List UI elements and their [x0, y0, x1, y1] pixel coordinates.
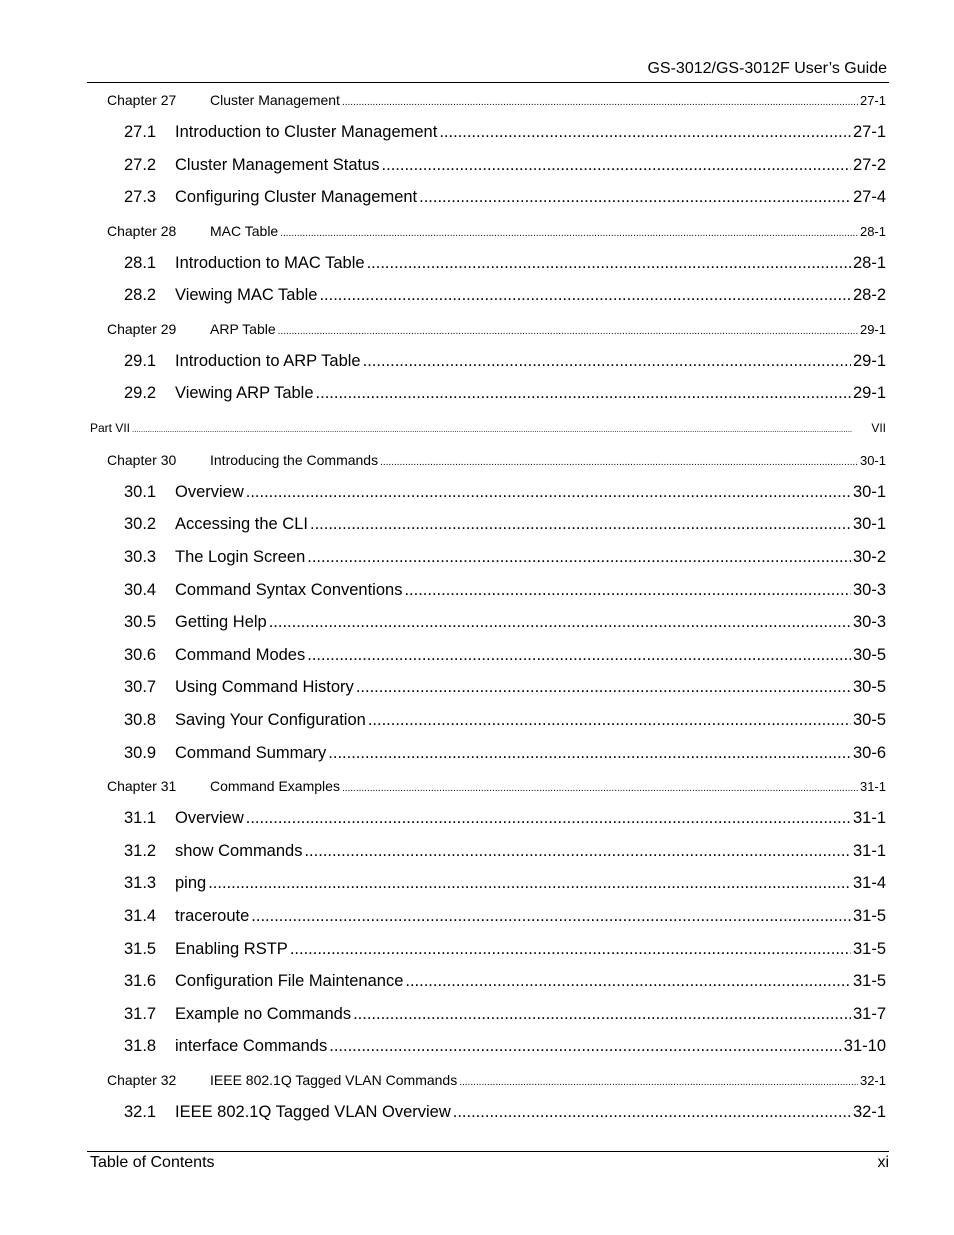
chapter-title: MAC Table: [210, 223, 279, 239]
toc-section-entry[interactable]: [124, 1103, 886, 1125]
dot-leader: [380, 457, 858, 468]
toc-section-entry[interactable]: [124, 1037, 886, 1059]
dot-leader: [310, 515, 851, 534]
dot-leader: [342, 97, 858, 108]
toc-section-entry[interactable]: [124, 809, 886, 831]
page-number: 30-5: [852, 711, 886, 729]
section-number: 31.6: [124, 972, 157, 990]
section-number: 27.2: [124, 156, 157, 174]
dot-leader: [459, 1077, 858, 1088]
toc-section-entry[interactable]: [124, 156, 886, 178]
page-number: 30-1: [852, 515, 886, 533]
section-number: 29.1: [124, 352, 157, 370]
page-number: 30-6: [852, 744, 886, 762]
section-title: Command Syntax Conventions: [175, 581, 403, 599]
toc-section-entry[interactable]: [124, 874, 886, 896]
page-number: 31-4: [852, 874, 886, 892]
dot-leader: [269, 613, 851, 632]
dot-leader: [278, 326, 858, 337]
page-number: VII: [871, 421, 886, 435]
section-title: Accessing the CLI: [175, 515, 308, 533]
section-number: 30.3: [124, 548, 157, 566]
section-title: Configuring Cluster Management: [175, 188, 418, 206]
section-title: Overview: [175, 809, 244, 827]
toc-chapter-entry[interactable]: [107, 1072, 886, 1090]
page-number: 30-5: [852, 678, 886, 696]
section-number: 27.3: [124, 188, 157, 206]
dot-leader: [342, 783, 858, 794]
section-title: Introduction to MAC Table: [175, 254, 365, 272]
toc-section-entry[interactable]: [124, 646, 886, 668]
header-rule: [87, 82, 889, 83]
toc-section-entry[interactable]: [124, 286, 886, 308]
toc-section-entry[interactable]: [124, 581, 886, 603]
page-number: 31-1: [852, 809, 886, 827]
page-number: 28-2: [852, 286, 886, 304]
page-number: 31-1: [852, 842, 886, 860]
dot-leader: [307, 548, 851, 567]
section-number: 31.4: [124, 907, 157, 925]
section-number: 28.1: [124, 254, 157, 272]
section-title: Cluster Management Status: [175, 156, 380, 174]
section-title: Introduction to Cluster Management: [175, 123, 438, 141]
page-number: 30-1: [852, 483, 886, 501]
chapter-title: IEEE 802.1Q Tagged VLAN Commands: [210, 1072, 458, 1088]
toc-section-entry[interactable]: [124, 352, 886, 374]
toc-section-entry[interactable]: [124, 678, 886, 700]
chapter-label: Chapter 28: [107, 223, 177, 239]
section-number: 30.8: [124, 711, 157, 729]
footer-section-name: Table of Contents: [90, 1154, 215, 1171]
section-number: 28.2: [124, 286, 157, 304]
section-title: Viewing MAC Table: [175, 286, 318, 304]
dot-leader: [307, 646, 851, 665]
section-number: 30.1: [124, 483, 157, 501]
section-title: Example no Commands: [175, 1005, 352, 1023]
dot-leader: [280, 228, 858, 239]
dot-leader: [353, 1005, 851, 1024]
dot-leader: [329, 1037, 842, 1056]
toc-chapter-entry[interactable]: [107, 778, 886, 796]
page-number: 30-5: [852, 646, 886, 664]
page-number: 30-2: [852, 548, 886, 566]
footer-page-number: xi: [877, 1154, 889, 1171]
section-title: Configuration File Maintenance: [175, 972, 404, 990]
chapter-title: Cluster Management: [210, 92, 340, 108]
chapter-label: Chapter 32: [107, 1072, 177, 1088]
page-number: 31-5: [852, 940, 886, 958]
chapter-title: Command Examples: [210, 778, 340, 794]
page-number: 31-10: [843, 1037, 886, 1055]
section-number: 30.9: [124, 744, 157, 762]
dot-leader: [251, 907, 851, 926]
section-title: Viewing ARP Table: [175, 384, 314, 402]
page-header-title: GS-3012/GS-3012F User’s Guide: [647, 60, 887, 77]
chapter-label: Chapter 30: [107, 452, 177, 468]
toc-section-entry[interactable]: [124, 613, 886, 635]
page-number: 29-1: [852, 384, 886, 402]
toc-section-entry[interactable]: [124, 548, 886, 570]
section-number: 31.7: [124, 1005, 157, 1023]
toc-section-entry[interactable]: [124, 1005, 886, 1027]
dot-leader: [439, 123, 851, 142]
toc-chapter-entry[interactable]: [107, 452, 886, 470]
part-title: Part VII: [90, 421, 131, 435]
page-number: 28-1: [852, 254, 886, 272]
section-title: Enabling RSTP: [175, 940, 288, 958]
toc-section-entry[interactable]: [124, 123, 886, 145]
toc-chapter-entry[interactable]: [107, 223, 886, 241]
dot-leader: [367, 254, 851, 273]
page-number: 27-4: [852, 188, 886, 206]
page-number: 31-1: [859, 779, 886, 794]
section-title: traceroute: [175, 907, 250, 925]
section-title: Saving Your Configuration: [175, 711, 366, 729]
section-title: IEEE 802.1Q Tagged VLAN Overview: [175, 1103, 451, 1121]
chapter-label: Chapter 29: [107, 321, 177, 337]
section-number: 30.6: [124, 646, 157, 664]
dot-leader: [208, 874, 851, 893]
section-number: 31.8: [124, 1037, 157, 1055]
section-number: 31.1: [124, 809, 157, 827]
toc-part-entry[interactable]: [90, 421, 886, 437]
toc-section-entry[interactable]: [124, 842, 886, 864]
dot-leader: [453, 1103, 851, 1122]
dot-leader: [246, 809, 851, 828]
section-title: show Commands: [175, 842, 303, 860]
section-number: 30.4: [124, 581, 157, 599]
page-number: 27-1: [859, 93, 886, 108]
page-number: 30-3: [852, 581, 886, 599]
dot-leader: [404, 581, 851, 600]
dot-leader: [328, 744, 851, 763]
toc-section-entry[interactable]: [124, 515, 886, 537]
section-title: The Login Screen: [175, 548, 306, 566]
section-title: Using Command History: [175, 678, 354, 696]
toc-chapter-entry[interactable]: [107, 92, 886, 110]
chapter-label: Chapter 31: [107, 778, 177, 794]
section-number: 31.2: [124, 842, 157, 860]
page-number: 28-1: [859, 224, 886, 239]
toc-section-entry[interactable]: [124, 254, 886, 276]
dot-leader: [368, 711, 851, 730]
section-title: Getting Help: [175, 613, 267, 631]
chapter-title: ARP Table: [210, 321, 276, 337]
page-number: 29-1: [859, 322, 886, 337]
toc-section-entry[interactable]: [124, 384, 886, 406]
dot-leader: [290, 940, 851, 959]
section-title: Introduction to ARP Table: [175, 352, 361, 370]
page-number: 32-1: [859, 1073, 886, 1088]
page-number: 29-1: [852, 352, 886, 370]
section-number: 32.1: [124, 1103, 157, 1121]
dot-leader: [316, 384, 851, 403]
dot-leader: [132, 425, 869, 434]
section-title: Command Modes: [175, 646, 306, 664]
page-number: 32-1: [852, 1103, 886, 1121]
chapter-label: Chapter 27: [107, 92, 177, 108]
dot-leader: [246, 483, 851, 502]
dot-leader: [363, 352, 851, 371]
section-number: 30.7: [124, 678, 157, 696]
section-title: ping: [175, 874, 207, 892]
footer-rule: [87, 1151, 889, 1152]
section-number: 31.5: [124, 940, 157, 958]
toc-section-entry[interactable]: [124, 483, 886, 505]
page-number: 31-5: [852, 907, 886, 925]
section-number: 29.2: [124, 384, 157, 402]
toc-section-entry[interactable]: [124, 907, 886, 929]
toc-section-entry[interactable]: [124, 744, 886, 766]
toc-section-entry[interactable]: [124, 188, 886, 210]
dot-leader: [319, 286, 851, 305]
page-number: 27-1: [852, 123, 886, 141]
section-title: Overview: [175, 483, 244, 501]
page-number: 30-1: [859, 453, 886, 468]
dot-leader: [405, 972, 851, 991]
page-number: 30-3: [852, 613, 886, 631]
dot-leader: [304, 842, 851, 861]
section-number: 30.2: [124, 515, 157, 533]
toc-section-entry[interactable]: [124, 940, 886, 962]
toc-section-entry[interactable]: [124, 972, 886, 994]
page-number: 27-2: [852, 156, 886, 174]
section-number: 27.1: [124, 123, 157, 141]
page-number: 31-5: [852, 972, 886, 990]
dot-leader: [382, 156, 851, 175]
dot-leader: [419, 188, 851, 207]
section-number: 30.5: [124, 613, 157, 631]
section-number: 31.3: [124, 874, 157, 892]
toc-chapter-entry[interactable]: [107, 321, 886, 339]
page-number: 31-7: [852, 1005, 886, 1023]
section-title: interface Commands: [175, 1037, 328, 1055]
dot-leader: [356, 678, 851, 697]
toc-section-entry[interactable]: [124, 711, 886, 733]
chapter-title: Introducing the Commands: [210, 452, 379, 468]
section-title: Command Summary: [175, 744, 327, 762]
